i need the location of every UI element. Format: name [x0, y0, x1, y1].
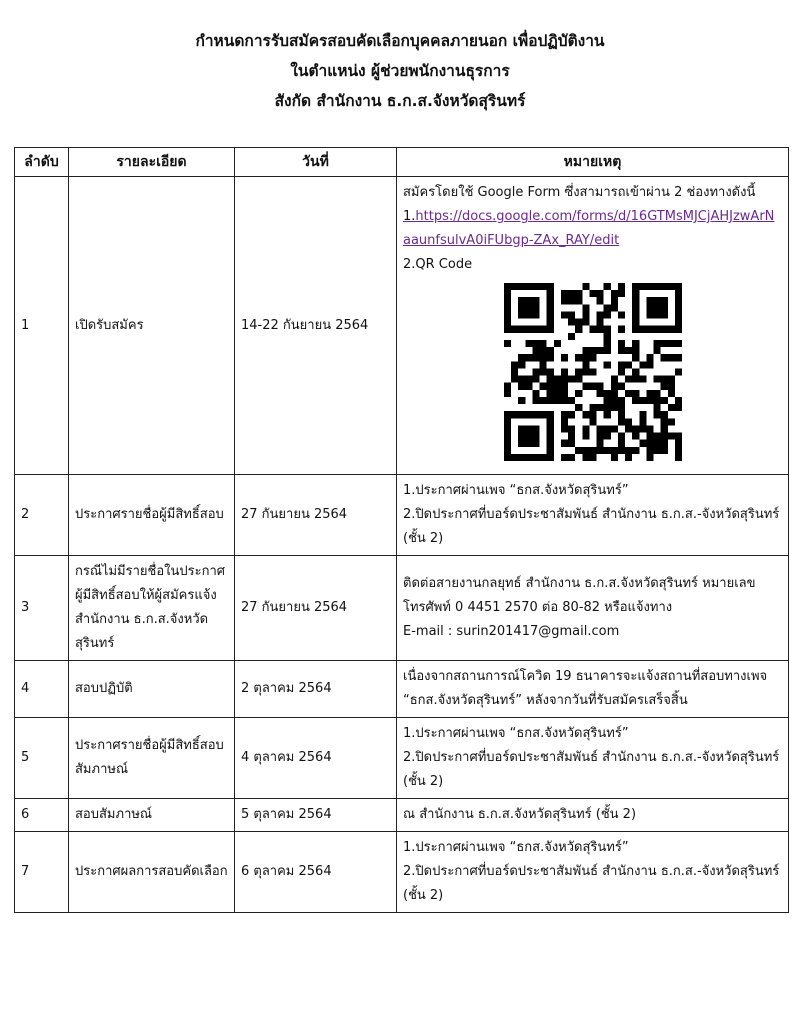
row-date: 5 ตุลาคม 2564 — [235, 799, 397, 832]
link-prefix: 1. — [403, 209, 416, 224]
row-date: 2 ตุลาคม 2564 — [235, 661, 397, 718]
link-url: https://docs.google.com/forms/d/16GTMsMJCjAHJzwArNaaunfsulvA0iFUbgp-ZAx_RAY/edit — [403, 209, 775, 248]
note-line: E-mail : surin201417@gmail.com — [403, 624, 620, 639]
table-row — [15, 556, 789, 661]
qr-label: 2.QR Code — [403, 257, 473, 272]
row-detail: ประกาศผลการสอบคัดเลือก — [69, 832, 235, 913]
row-note — [397, 832, 789, 913]
note-line: 1.ประกาศผ่านเพจ “ธกส.จังหวัดสุรินทร์” — [403, 483, 629, 498]
note-line: ณ สำนักงาน ธ.ก.ส.จังหวัดสุรินทร์ (ชั้น 2) — [403, 807, 637, 822]
row-detail: เปิดรับสมัคร — [69, 177, 235, 475]
table-row — [15, 475, 789, 556]
header-no: ลำดับ — [15, 148, 69, 177]
note-line: สมัครโดยใช้ Google Form ซึ่งสามารถเข้าผ่าน 2 ช่องทางดังนี้ — [403, 185, 756, 200]
row-note — [397, 475, 789, 556]
note-line: 1.ประกาศผ่านเพจ “ธกส.จังหวัดสุรินทร์” — [403, 726, 629, 741]
heading-line-2: ในตำแหน่ง ผู้ช่วยพนักงานธุรการ — [290, 62, 510, 80]
row-date: 27 กันยายน 2564 — [235, 475, 397, 556]
row-note — [397, 661, 789, 718]
row-no: 2 — [15, 475, 69, 556]
header-detail: รายละเอียด — [69, 148, 235, 177]
row-note — [397, 799, 789, 832]
row-note — [397, 177, 789, 475]
note-line: เนื่องจากสถานการณ์โควิด 19 ธนาคารจะแจ้งสถานที่สอบทางเพจ “ธกส.จังหวัดสุรินทร์” หลังจากวันที่รับสมัครเสร็จสิ้น — [403, 669, 768, 708]
row-date: 4 ตุลาคม 2564 — [235, 718, 397, 799]
table-row — [15, 718, 789, 799]
row-detail: สอบปฏิบัติ — [69, 661, 235, 718]
table-header-row — [15, 148, 789, 177]
qr-code-icon — [504, 283, 682, 461]
schedule-table — [14, 147, 789, 913]
row-detail: สอบสัมภาษณ์ — [69, 799, 235, 832]
row-note — [397, 556, 789, 661]
table-row — [15, 177, 789, 475]
table-row — [15, 832, 789, 913]
row-no: 5 — [15, 718, 69, 799]
row-no: 3 — [15, 556, 69, 661]
row-no: 7 — [15, 832, 69, 913]
table-row — [15, 661, 789, 718]
row-no: 4 — [15, 661, 69, 718]
row-date: 27 กันยายน 2564 — [235, 556, 397, 661]
google-form-link[interactable] — [403, 205, 782, 253]
header-note: หมายเหตุ — [397, 148, 789, 177]
row-detail: ประกาศรายชื่อผู้มีสิทธิ์สอบ — [69, 475, 235, 556]
heading-line-1: กำหนดการรับสมัครสอบคัดเลือกบุคคลภายนอก เพื่อปฏิบัติงาน — [195, 32, 605, 50]
note-line: 2.ปิดประกาศที่บอร์ดประชาสัมพันธ์ สำนักงาน ธ.ก.ส.-จังหวัดสุรินทร์ (ชั้น 2) — [403, 507, 780, 546]
note-line: 2.ปิดประกาศที่บอร์ดประชาสัมพันธ์ สำนักงาน ธ.ก.ส.-จังหวัดสุรินทร์ (ชั้น 2) — [403, 864, 780, 903]
note-line: ติดต่อสายงานกลยุทธ์ สำนักงาน ธ.ก.ส.จังหวัดสุรินทร์ หมายเลขโทรศัพท์ 0 4451 2570 ต่อ 80-82 หรือแจ้งทาง — [403, 576, 756, 615]
row-date: 6 ตุลาคม 2564 — [235, 832, 397, 913]
row-date: 14-22 กันยายน 2564 — [235, 177, 397, 475]
row-no: 1 — [15, 177, 69, 475]
row-no: 6 — [15, 799, 69, 832]
note-line: 1.ประกาศผ่านเพจ “ธกส.จังหวัดสุรินทร์” — [403, 840, 629, 855]
heading-line-3: สังกัด สำนักงาน ธ.ก.ส.จังหวัดสุรินทร์ — [274, 92, 526, 110]
row-detail: ประกาศรายชื่อผู้มีสิทธิ์สอบสัมภาษณ์ — [69, 718, 235, 799]
document-heading — [0, 26, 800, 116]
row-detail: กรณีไม่มีรายชื่อในประกาศผู้มีสิทธิ์สอบให้ผู้สมัครแจ้ง สำนักงาน ธ.ก.ส.จังหวัดสุรินทร์ — [69, 556, 235, 661]
table-row — [15, 799, 789, 832]
row-note — [397, 718, 789, 799]
note-line: 2.ปิดประกาศที่บอร์ดประชาสัมพันธ์ สำนักงาน ธ.ก.ส.-จังหวัดสุรินทร์ (ชั้น 2) — [403, 750, 780, 789]
header-date: วันที่ — [235, 148, 397, 177]
